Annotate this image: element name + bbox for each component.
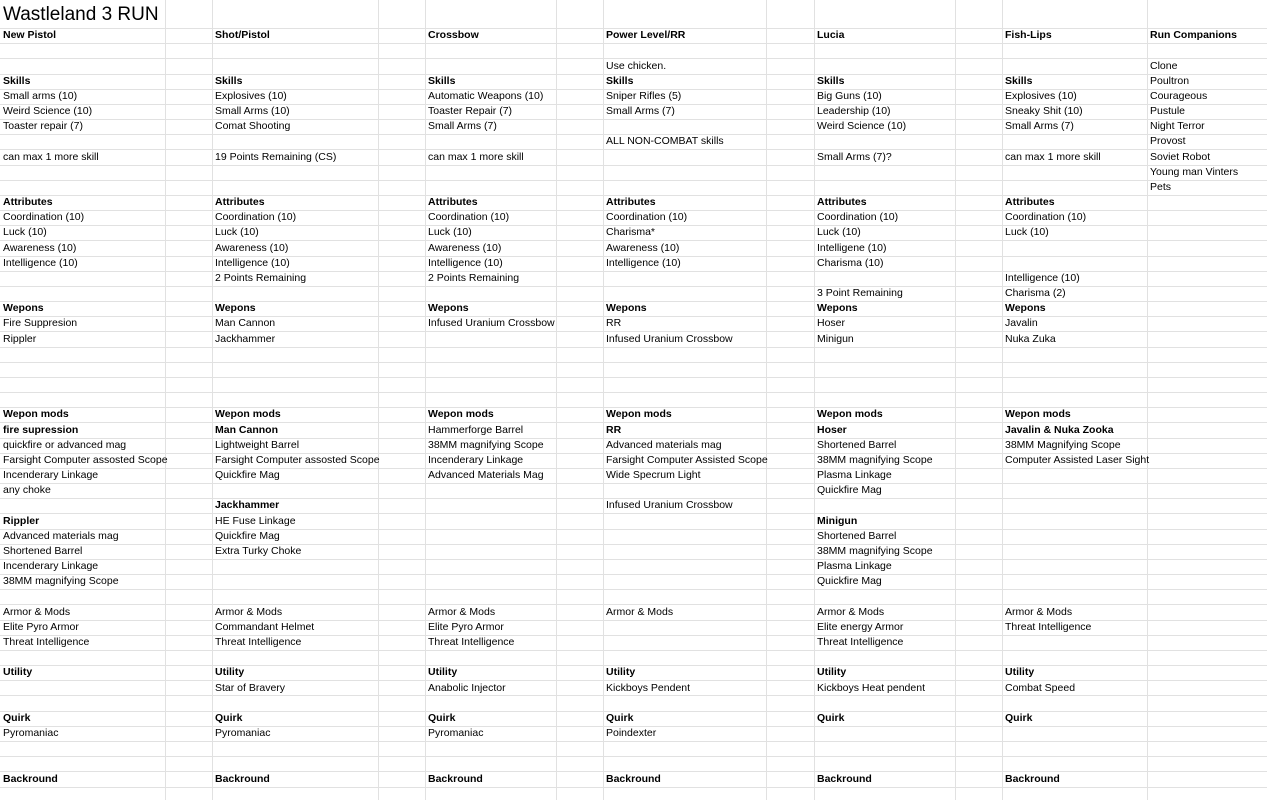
sheet-cell[interactable]: Sniper Rifles (5) [606, 89, 682, 102]
section-heading-cell[interactable]: Wepon mods [215, 408, 281, 421]
sheet-cell[interactable]: Small Arms (7) [1005, 120, 1074, 133]
section-heading-cell[interactable]: Rippler [3, 514, 40, 527]
sheet-cell[interactable]: Armor & Mods [3, 605, 71, 618]
sheet-cell[interactable]: Threat Intelligence [3, 636, 90, 648]
section-heading-cell[interactable]: Attributes [3, 196, 53, 209]
sheet-cell[interactable]: Threat Intelligence [215, 636, 302, 648]
sheet-cell[interactable]: can max 1 more skill [3, 150, 99, 163]
sheet-cell[interactable]: Incenderary Linkage [3, 469, 99, 482]
section-heading-cell[interactable]: Skills [1005, 74, 1033, 87]
sheet-cell[interactable]: Intelligence (10) [1005, 271, 1080, 284]
sheet-cell[interactable]: Computer Assisted Laser Sight [1005, 453, 1150, 466]
sheet-cell[interactable]: Luck (10) [817, 226, 861, 239]
grid-line-horizontal [0, 544, 1267, 545]
section-heading-cell[interactable]: Attributes [606, 196, 656, 209]
section-heading-cell[interactable]: Wepon mods [606, 408, 672, 421]
sheet-cell[interactable]: Courageous [1150, 89, 1208, 102]
sheet-cell[interactable]: Wide Specrum Light [606, 469, 701, 482]
section-heading-cell[interactable]: Wepon mods [428, 408, 494, 421]
sheet-cell[interactable]: 38MM Magnifying Scope [1005, 438, 1121, 451]
sheet-cell[interactable]: 2 Points Remaining [428, 271, 520, 284]
section-heading-cell[interactable]: Wepons [215, 302, 256, 315]
sheet-cell[interactable]: Charisma* [606, 226, 656, 239]
section-heading-cell[interactable]: Man Cannon [215, 423, 278, 436]
sheet-cell[interactable]: Nuka Zuka [1005, 332, 1056, 345]
section-heading-cell[interactable]: Quirk [215, 711, 243, 724]
grid-line-horizontal [0, 589, 1267, 590]
sheet-cell[interactable]: Shortened Barrel [3, 544, 83, 557]
section-heading-cell[interactable]: Backround [215, 772, 270, 785]
section-heading-cell[interactable]: Skills [817, 74, 845, 87]
sheet-cell[interactable]: Luck (10) [1005, 226, 1049, 239]
sheet-cell[interactable]: Armor & Mods [428, 605, 496, 618]
sheet-cell[interactable]: Quickfire Mag [817, 484, 882, 497]
grid-line-horizontal [0, 165, 1267, 166]
column-header[interactable]: Fish-Lips [1005, 29, 1052, 42]
sheet-cell[interactable]: Javalin [1005, 317, 1038, 330]
sheet-cell[interactable]: Comat Shooting [215, 120, 291, 133]
grid-line-horizontal [0, 119, 1267, 120]
sheet-cell[interactable]: Farsight Computer assosted Scope [215, 453, 380, 466]
section-heading-cell[interactable]: Attributes [428, 196, 478, 209]
sheet-cell[interactable]: Threat Intelligence [428, 636, 515, 648]
sheet-cell[interactable]: can max 1 more skill [1005, 150, 1101, 163]
sheet-cell[interactable]: can max 1 more skill [428, 150, 524, 163]
sheet-cell[interactable]: 38MM magnifying Scope [817, 453, 933, 466]
section-heading-cell[interactable]: Quirk [1005, 711, 1033, 724]
section-heading-cell[interactable]: Wepons [428, 302, 469, 315]
section-heading-cell[interactable]: Attributes [817, 196, 867, 209]
section-heading-cell[interactable]: Skills [3, 74, 31, 87]
sheet-cell[interactable]: Commandant Helmet [215, 620, 315, 633]
sheet-cell[interactable]: Awareness (10) [606, 241, 680, 254]
sheet-cell[interactable]: Armor & Mods [1005, 605, 1073, 618]
sheet-cell[interactable]: Soviet Robot [1150, 150, 1211, 163]
sheet-cell[interactable]: Young man Vinters [1150, 165, 1239, 178]
section-heading-cell[interactable]: fire supression [3, 423, 79, 436]
sheet-cell[interactable]: Awareness (10) [215, 241, 289, 254]
sheet-cell[interactable]: Man Cannon [215, 317, 276, 330]
sheet-cell[interactable]: Coordination (10) [3, 211, 85, 224]
sheet-cell[interactable]: Small Arms (7) [428, 120, 497, 133]
sheet-cell[interactable]: Kickboys Heat pendent [817, 681, 925, 694]
grid-line-horizontal [0, 392, 1267, 393]
sheet-cell[interactable]: Anabolic Injector [428, 681, 506, 694]
sheet-cell[interactable]: Coordination (10) [215, 211, 297, 224]
sheet-title[interactable]: Wastleland 3 RUN [3, 4, 159, 25]
grid-line-horizontal [0, 650, 1267, 651]
sheet-cell[interactable]: Big Guns (10) [817, 89, 882, 102]
column-header[interactable]: Power Level/RR [606, 29, 686, 42]
sheet-cell[interactable]: Sneaky Shit (10) [1005, 105, 1083, 118]
sheet-cell[interactable]: Coordination (10) [817, 211, 899, 224]
sheet-cell[interactable]: Lightweight Barrel [215, 438, 300, 451]
grid-line-horizontal [0, 347, 1267, 348]
sheet-cell[interactable]: Minigun [817, 332, 854, 345]
sheet-cell[interactable]: Fire Suppresion [3, 317, 78, 330]
sheet-cell[interactable]: Combat Speed [1005, 681, 1076, 694]
section-heading-cell[interactable]: Wepons [817, 302, 858, 315]
column-header[interactable]: Lucia [817, 29, 845, 42]
column-header[interactable]: New Pistol [3, 29, 57, 42]
sheet-cell[interactable]: Quickfire Mag [215, 469, 280, 482]
sheet-cell[interactable]: Advanced Materials Mag [428, 469, 544, 482]
sheet-cell[interactable]: 2 Points Remaining [215, 271, 307, 284]
section-heading-cell[interactable]: Skills [215, 74, 243, 87]
section-heading-cell[interactable]: Quirk [3, 711, 31, 724]
section-heading-cell[interactable]: Utility [428, 666, 458, 679]
sheet-cell[interactable]: Intelligence (10) [215, 256, 290, 269]
sheet-cell[interactable]: 38MM magnifying Scope [3, 575, 119, 588]
sheet-cell[interactable]: Automatic Weapons (10) [428, 89, 544, 102]
sheet-cell[interactable]: Small Arms (7) [606, 105, 675, 118]
grid-line-horizontal [0, 574, 1267, 575]
column-header[interactable]: Crossbow [428, 29, 479, 42]
sheet-cell[interactable]: Infused Uranium Crossbow [428, 317, 555, 330]
sheet-cell[interactable]: Farsight Computer Assisted Scope [606, 453, 768, 466]
section-heading-cell[interactable]: Quirk [817, 711, 845, 724]
grid-line-horizontal [0, 286, 1267, 287]
section-heading-cell[interactable]: Minigun [817, 514, 858, 527]
grid-line-horizontal [0, 787, 1267, 788]
sheet-cell[interactable]: any choke [3, 484, 51, 497]
sheet-cell[interactable]: ALL NON-COMBAT skills [606, 135, 724, 148]
grid-line-horizontal [0, 756, 1267, 757]
sheet-cell[interactable]: Pustule [1150, 105, 1186, 118]
grid-line-horizontal [0, 362, 1267, 363]
sheet-cell[interactable]: Incenderary Linkage [3, 560, 99, 573]
section-heading-cell[interactable]: Backround [817, 772, 872, 785]
sheet-cell[interactable]: Luck (10) [428, 226, 472, 239]
sheet-cell[interactable]: Plasma Linkage [817, 469, 892, 482]
section-heading-cell[interactable]: Wepons [1005, 302, 1046, 315]
sheet-cell[interactable]: Poindexter [606, 727, 657, 740]
sheet-cell[interactable]: Shortened Barrel [817, 438, 897, 451]
sheet-cell[interactable]: Coordination (10) [428, 211, 510, 224]
section-heading-cell[interactable]: Attributes [215, 196, 265, 209]
section-heading-cell[interactable]: RR [606, 423, 622, 436]
section-heading-cell[interactable]: Utility [817, 666, 847, 679]
section-heading-cell[interactable]: Quirk [606, 711, 634, 724]
sheet-cell[interactable]: Armor & Mods [606, 605, 674, 618]
section-heading-cell[interactable]: Backround [1005, 772, 1060, 785]
sheet-cell[interactable]: Quickfire Mag [215, 529, 280, 542]
section-heading-cell[interactable]: Utility [3, 666, 33, 679]
section-heading-cell[interactable]: Utility [215, 666, 245, 679]
section-heading-cell[interactable]: Skills [428, 74, 456, 87]
sheet-cell[interactable]: Luck (10) [215, 226, 259, 239]
section-heading-cell[interactable]: Skills [606, 74, 634, 87]
sheet-cell[interactable]: Threat Intelligence [1005, 620, 1092, 633]
section-heading-cell[interactable]: Hoser [817, 423, 847, 436]
sheet-cell[interactable]: Small Arms (10) [215, 105, 290, 118]
sheet-cell[interactable]: Advanced materials mag [606, 438, 722, 451]
sheet-cell[interactable]: Intelligence (10) [3, 256, 78, 269]
section-heading-cell[interactable]: Javalin & Nuka Zooka [1005, 423, 1114, 436]
sheet-cell[interactable]: 19 Points Remaining (CS) [215, 150, 337, 163]
sheet-cell[interactable]: Charisma (10) [817, 256, 884, 269]
sheet-cell[interactable]: Awareness (10) [3, 241, 77, 254]
sheet-cell[interactable]: RR [606, 317, 622, 330]
sheet-cell[interactable]: Extra Turky Choke [215, 544, 302, 557]
grid-line-horizontal [0, 711, 1267, 712]
sheet-cell[interactable]: Incenderary Linkage [428, 453, 524, 466]
section-heading-cell[interactable]: Attributes [1005, 196, 1055, 209]
section-heading-cell[interactable]: Wepons [606, 302, 647, 315]
sheet-cell[interactable]: Charisma (2) [1005, 287, 1066, 300]
sheet-cell[interactable]: Kickboys Pendent [606, 681, 691, 694]
sheet-cell[interactable]: Rippler [3, 332, 37, 345]
section-heading-cell[interactable]: Wepon mods [1005, 408, 1071, 421]
sheet-cell[interactable]: Farsight Computer assosted Scope [3, 453, 168, 466]
grid-line-horizontal [0, 74, 1267, 75]
sheet-cell[interactable]: Pets [1150, 180, 1172, 193]
sheet-cell[interactable]: quickfire or advanced mag [3, 438, 127, 451]
sheet-cell[interactable]: Intelligence (10) [606, 256, 681, 269]
section-heading-cell[interactable]: Backround [428, 772, 483, 785]
sheet-cell[interactable]: 38MM magnifying Scope [428, 438, 544, 451]
section-heading-cell[interactable]: Utility [606, 666, 636, 679]
grid-line-horizontal [0, 635, 1267, 636]
sheet-cell[interactable]: Elite energy Armor [817, 620, 904, 633]
section-heading-cell[interactable]: Jackhammer [215, 499, 280, 512]
sheet-cell[interactable]: 38MM magnifying Scope [817, 544, 933, 557]
sheet-cell[interactable]: Infused Uranium Crossbow [606, 332, 733, 345]
sheet-cell[interactable]: Night Terror [1150, 120, 1205, 133]
sheet-cell[interactable]: Shortened Barrel [817, 529, 897, 542]
sheet-cell[interactable]: Plasma Linkage [817, 560, 892, 573]
sheet-cell[interactable]: Hoser [817, 317, 846, 330]
grid-line-horizontal [0, 377, 1267, 378]
sheet-cell[interactable]: Use chicken. [606, 59, 667, 72]
sheet-cell[interactable]: Coordination (10) [1005, 211, 1087, 224]
sheet-cell[interactable]: Leadership (10) [817, 105, 891, 118]
sheet-cell[interactable]: Pyromaniac [215, 727, 271, 740]
sheet-cell[interactable]: Armor & Mods [817, 605, 885, 618]
sheet-cell[interactable]: Weird Science (10) [817, 120, 907, 133]
grid-line-horizontal [0, 529, 1267, 530]
sheet-cell[interactable]: Toaster Repair (7) [428, 105, 513, 118]
sheet-cell[interactable]: Pyromaniac [428, 727, 484, 740]
sheet-cell[interactable]: Clone [1150, 59, 1178, 72]
section-heading-cell[interactable]: Quirk [428, 711, 456, 724]
sheet-cell[interactable]: Coordination (10) [606, 211, 688, 224]
section-heading-cell[interactable]: Wepon mods [817, 408, 883, 421]
sheet-cell[interactable]: Armor & Mods [215, 605, 283, 618]
section-heading-cell[interactable]: Utility [1005, 666, 1035, 679]
sheet-cell[interactable]: Small arms (10) [3, 89, 78, 102]
sheet-cell[interactable]: Infused Uranium Crossbow [606, 499, 733, 512]
sheet-cell[interactable]: Advanced materials mag [3, 529, 119, 542]
sheet-cell[interactable]: Toaster repair (7) [3, 120, 83, 133]
section-heading-cell[interactable]: Backround [606, 772, 661, 785]
sheet-cell[interactable]: HE Fuse Linkage [215, 514, 296, 527]
sheet-cell[interactable]: Hammerforge Barrel [428, 423, 524, 436]
column-header[interactable]: Run Companions [1150, 29, 1237, 42]
grid-line-horizontal [0, 741, 1267, 742]
sheet-cell[interactable]: Elite Pyro Armor [428, 620, 504, 633]
sheet-cell[interactable]: Explosives (10) [215, 89, 287, 102]
sheet-cell[interactable]: Jackhammer [215, 332, 276, 345]
sheet-cell[interactable]: Quickfire Mag [817, 575, 882, 588]
sheet-cell[interactable]: 3 Point Remaining [817, 287, 903, 300]
sheet-cell[interactable]: Threat Intelligence [817, 636, 904, 648]
column-header[interactable]: Shot/Pistol [215, 29, 270, 42]
grid-line-horizontal [0, 483, 1267, 484]
grid-line-horizontal [0, 180, 1267, 181]
sheet-cell[interactable]: Awareness (10) [428, 241, 502, 254]
section-heading-cell[interactable]: Backround [3, 772, 58, 785]
sheet-cell[interactable]: Pyromaniac [3, 727, 59, 740]
sheet-cell[interactable]: Weird Science (10) [3, 105, 93, 118]
sheet-cell[interactable]: Star of Bravery [215, 681, 286, 694]
grid-line-horizontal [0, 559, 1267, 560]
sheet-cell[interactable]: Poultron [1150, 74, 1190, 87]
section-heading-cell[interactable]: Wepon mods [3, 408, 69, 421]
sheet-cell[interactable]: Elite Pyro Armor [3, 620, 79, 633]
sheet-cell[interactable]: Explosives (10) [1005, 89, 1077, 102]
sheet-cell[interactable]: Small Arms (7)? [817, 150, 892, 163]
section-heading-cell[interactable]: Wepons [3, 302, 44, 315]
sheet-cell[interactable]: Intelligence (10) [428, 256, 503, 269]
sheet-cell[interactable]: Luck (10) [3, 226, 47, 239]
sheet-cell[interactable]: Intelligene (10) [817, 241, 887, 254]
sheet-cell[interactable]: Provost [1150, 135, 1186, 148]
